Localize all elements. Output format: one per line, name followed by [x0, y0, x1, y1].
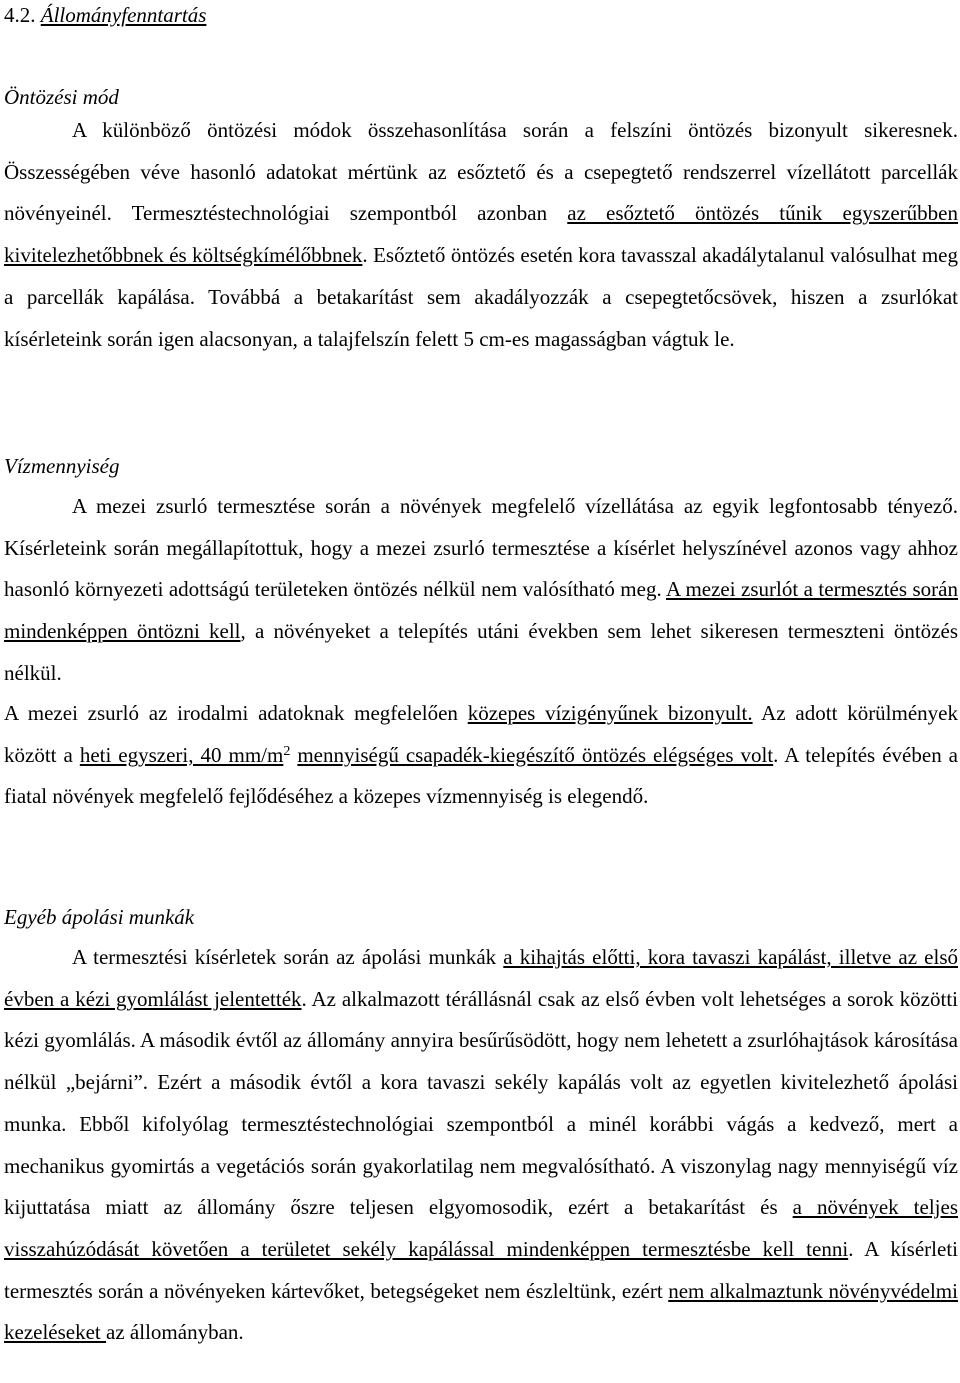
- text-run: A mezei zsurló termesztése során a növények megfelelő vízellátása az egyik legfontosabb tényező. Kísérleteink során megállapítottuk, hogy a mezei zsurló termesztése a kísérlet helyszínével azonos vagy ahhoz hasonló környezeti adottságú területeken öntözés nélkül nem valósítható meg.: [4, 494, 958, 602]
- text-run: az állományban.: [106, 1320, 244, 1345]
- underlined-text: nem alkalmaztunk növényvédelmi kezeléseket: [4, 1278, 958, 1345]
- underlined-text: a kihajtás előtti, kora tavaszi kapálást, illetve az első évben a kézi gyomlálást jelentették: [4, 945, 958, 1011]
- underlined-text: az esőztető öntözés tűnik egyszerűbben kivitelezhetőbbnek és költségkímélőbbnek: [4, 201, 959, 268]
- subsection-title-egyeb-apolasi-munkak: Egyéb ápolási munkák: [4, 905, 195, 929]
- section-title: Állományfenntartás: [40, 3, 207, 27]
- text-run: A mezei zsurló az irodalmi adatoknak megfelelően: [4, 701, 468, 725]
- text-run: , a növényeket a telepítés utáni években sem lehet sikeresen termeszteni öntözés nélkül.: [4, 619, 958, 685]
- underlined-text: A mezei zsurlót a termesztés során mindenképpen öntözni kell: [4, 577, 958, 644]
- text-run: . Az alkalmazott térállásnál csak az első évben volt lehetséges a sorok közötti kézi gyomlálás. A második évtől az állomány annyira besűrűsödött, hogy nem lehetett a zsurlóhajtások károsítása nélkül „bejárni”. Ezért a második évtől a kora tavaszi sekély kapálás volt az egyetlen kivitelezhető ápolási munka. Ebből kifolyólag termesztéstechnológiai szempontból a minél korábbi vágás a kedvező, mert a mechanikus gyomirtás a vegetációs során gyakorlatilag nem megvalósítható. A viszonylag nagy mennyiségű víz kijuttatása miatt az állomány őszre teljesen elgyomosodik, ezért a betakarítást és: [4, 986, 958, 1220]
- text-run: . A telepítés évében a fiatal növények megfelelő fejlődéséhez a közepes vízmennyiség is elegendő.: [4, 742, 959, 809]
- paragraph: [4, 937, 958, 1354]
- superscript: 2: [283, 743, 291, 759]
- paragraph: [4, 110, 958, 360]
- underlined-text: heti egyszeri, 40 mm/m: [79, 742, 284, 767]
- underlined-text: a növények teljes visszahúzódását követően a területet sekély kapálással mindenképpen termesztésbe kell tenni: [4, 1195, 958, 1261]
- paragraph: [4, 693, 958, 818]
- text-run: . A kísérleti termesztés során a növényeken kártevőket, betegségeket nem észleltünk, ezért: [4, 1236, 958, 1303]
- section-heading: [4, 0, 206, 30]
- text-run: A termesztési kísérletek során az ápolási munkák: [72, 945, 504, 969]
- subsection-title-ontozesi-mod: Öntözési mód: [4, 85, 119, 109]
- text-run: Az adott körülmények között a: [4, 701, 958, 767]
- text-run: A különböző öntözési módok összehasonlítása során a felszíni öntözés bizonyult sikeresnek. Összességében véve hasonló adatokat mértünk az esőztető és a csepegtető rendszerrel vízellátott parcellák növényeinél. Termesztéstechnológiai szempontból azonban: [4, 118, 958, 226]
- underlined-text: mennyiségű csapadék-kiegészítő öntözés elégséges volt: [297, 742, 774, 767]
- subsection-title-vizmennyiseg: Vízmennyiség: [4, 454, 120, 478]
- text-run: . Esőztető öntözés esetén kora tavasszal akadálytalanul valósulhat meg a parcellák kapálása. Továbbá a betakarítást sem akadályozzák a csepegtetőcsövek, hiszen a zsurlókat kísérleteink során igen alacsonyan, a talajfelszín felett 5 cm-es magasságban vágtuk le.: [4, 243, 958, 351]
- paragraph: [4, 486, 958, 695]
- section-number: 4.2.: [4, 3, 36, 27]
- underlined-text: közepes vízigényűnek bizonyult.: [467, 701, 753, 725]
